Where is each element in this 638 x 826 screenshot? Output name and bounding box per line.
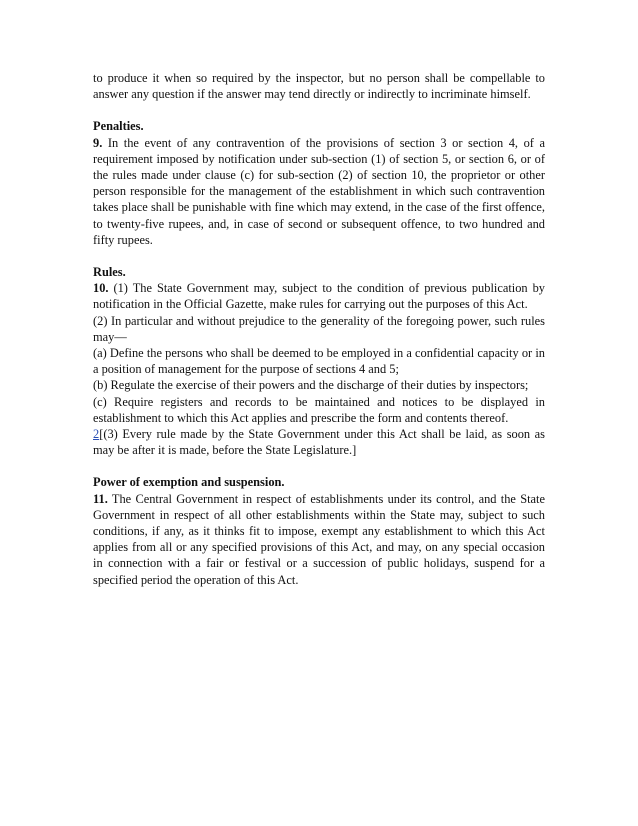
intro-paragraph: to produce it when so required by the inspector, but no person shall be compellable to answer any question if the answer may tend directly or indirectly to incriminate himself. bbox=[93, 71, 545, 102]
exemption-paragraph bbox=[93, 491, 545, 588]
section-9-number: 9. bbox=[93, 135, 103, 150]
penalties-heading: Penalties. bbox=[93, 119, 144, 134]
rules-heading: Rules. bbox=[93, 265, 126, 280]
rules-clause-b: (b) Regulate the exercise of their powers and the discharge of their duties by inspectors; bbox=[93, 378, 529, 393]
section-exemption bbox=[93, 474, 545, 587]
section-11-number: 11. bbox=[93, 491, 108, 506]
rules-subsection-3-text: [(3) Every rule made by the State Government under this Act shall be laid, as soon as may be after it is made, before the State Legislature.] bbox=[93, 427, 545, 458]
section-10-number: 10. bbox=[93, 281, 109, 296]
rules-clause-a: (a) Define the persons who shall be deemed to be employed in a confidential capacity or in a position of management for the purpose of sections 4 and 5; bbox=[93, 346, 545, 377]
section-penalties bbox=[93, 118, 545, 248]
rules-text: (1) The State Government may, subject to the condition of previous publication by notification in the Official Gazette, make rules for carrying out the purposes of this Act. bbox=[93, 281, 545, 312]
rules-paragraph-1 bbox=[93, 280, 545, 312]
penalties-paragraph bbox=[93, 135, 545, 248]
footnote-link[interactable]: 2 bbox=[93, 427, 100, 442]
section-rules bbox=[93, 264, 545, 458]
penalties-text: In the event of any contravention of the provisions of section 3 or section 4, of a requirement imposed by notification under sub-section (1) of section 5, or section 6, or of the rules made under clause (c) for sub-section (2) of section 10, the proprietor or other person responsible for the management of the establishment in which such contravention takes place shall be punishable with fine which may extend, in the case of the first offence, to twenty-five rupees, and, in case of second or subsequent offence, to two hundred and fifty rupees. bbox=[93, 135, 545, 247]
rules-clause-c: (c) Require registers and records to be maintained and notices to be displayed in establishment to which this Act applies and prescribe the form and contents thereof. bbox=[93, 394, 545, 425]
rules-subsection-3 bbox=[93, 426, 545, 458]
rules-subsection-2: (2) In particular and without prejudice to the generality of the foregoing power, such rules may— bbox=[93, 313, 545, 344]
exemption-text: The Central Government in respect of establishments under its control, and the State Government in respect of all other establishments within the State may, subject to such conditions, if any, as it thinks fit to impose, exempt any establishment to which this Act applies from all or any specified provisions of this Act, and may, on any special occasion in connection with a fair or festival or a succession of public holidays, suspend for a specified period the operation of this Act. bbox=[93, 491, 545, 587]
exemption-heading: Power of exemption and suspension. bbox=[93, 475, 285, 490]
